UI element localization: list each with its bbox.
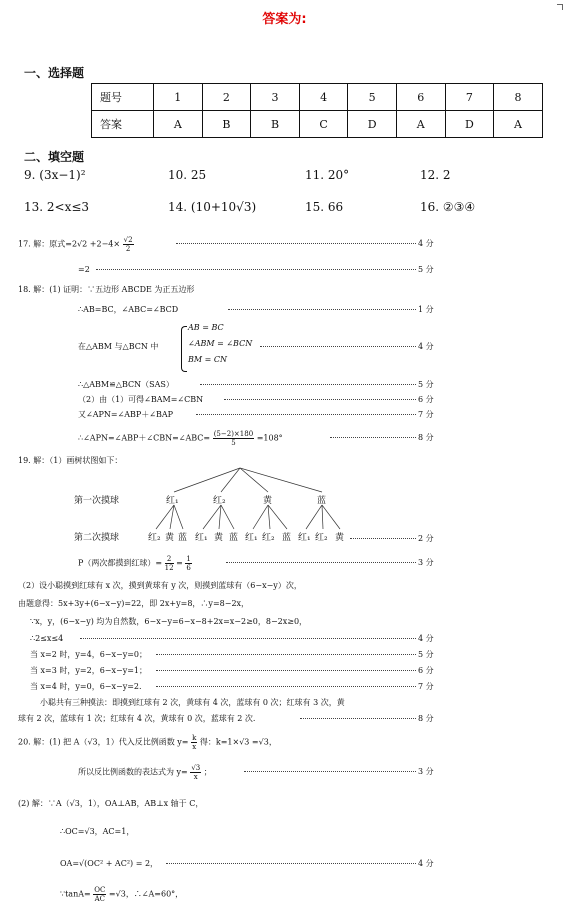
table-number-cell: 2: [202, 84, 251, 111]
q17-expression: 17. 解：原式=2√2 +2−4×: [18, 239, 121, 249]
q19-summary: 小聪共有三种摸法：即摸到红球有 2 次，黄球有 4 次，蓝球有 0 次；红球有 3 次，黄: [40, 698, 345, 707]
fraction-numerator: 2: [165, 555, 174, 564]
tree-leaf: 黄: [335, 533, 345, 543]
tree-leaf: 红₁: [245, 533, 258, 543]
q19-equation: 由题意得：5x+3y+(6−x−y)=22，即 2x+y=8，∴y=8−2x，: [18, 599, 250, 608]
q20-line-5: [0, 856, 569, 872]
tree-leaf: 红₁: [298, 533, 311, 543]
q18-part2: （2）由（1）可得∠BAM=∠CBN: [78, 395, 204, 404]
q20-substitute: 20. 解：(1) 把 A（√3，1）代入反比例函数 y=: [18, 737, 189, 747]
tree-leaf: 蓝: [178, 533, 188, 543]
q18-congruent: ∴△ABM≌△BCN（SAS）: [78, 380, 174, 389]
tree-node: 红₂: [213, 496, 226, 506]
tree-leaf: 红₁: [195, 533, 208, 543]
q20-fraction-root3-x: [190, 764, 201, 781]
score-label: 5 分: [418, 265, 434, 274]
score-label: 6 分: [418, 666, 434, 675]
fill-answer-16: 16. ②③④: [420, 200, 476, 214]
fraction-denominator: x: [192, 743, 197, 751]
dotted-leader: [156, 669, 416, 671]
score-label: 7 分: [418, 682, 434, 691]
score-label: 6 分: [418, 395, 434, 404]
table-number-cell: 5: [348, 84, 397, 111]
q19-line-3: [0, 578, 569, 594]
q19-line-7: [0, 647, 569, 663]
q19-case-2: 当 x=3 时，y=2，6−x−y=1；: [30, 666, 148, 675]
fraction-denominator: 6: [186, 564, 191, 572]
fraction-numerator: OC: [94, 886, 106, 894]
table-answer-cell: B: [251, 111, 300, 138]
table-answer-label: 答案: [92, 111, 154, 138]
fraction-numerator: (5−2)×180: [213, 430, 254, 438]
q19-setup: （2）设小聪摸到红球有 x 次，摸到黄球有 y 次，则摸到蓝球有（6−x−y）次，: [18, 581, 302, 590]
score-label: 2 分: [418, 534, 434, 543]
system-eq-3: BM = CN: [188, 355, 227, 364]
q20-k-result: 得：k=1×√3 =√3，: [199, 737, 277, 747]
q18-in-triangles: 在△ABM 与△BCN 中: [78, 342, 159, 351]
table-number-cell: 7: [445, 84, 494, 111]
tree-leaf: 黄: [165, 533, 175, 543]
q18-conclusion-tail: =108°: [256, 433, 283, 443]
score-label: 3 分: [418, 767, 434, 776]
tree-node: 蓝: [317, 496, 327, 506]
tree-node: 黄: [263, 496, 273, 506]
q18-intro: 18. 解：(1) 证明：∵五边形 ABCDE 为正五边形: [18, 285, 195, 294]
q19-natural-numbers: ∵x，y，(6−x−y) 均为自然数，6−x−y=6−x−8+2x=x−2≥0，8−2x≥0，: [30, 617, 308, 626]
table-answer-cell: A: [494, 111, 543, 138]
table-number-cell: 8: [494, 84, 543, 111]
table-number-cell: 1: [154, 84, 203, 111]
fill-answer-11: 11. 20°: [305, 168, 350, 182]
fill-answer-10: 10. 25: [168, 168, 207, 182]
q20-expression: 所以反比例函数的表达式为 y=: [78, 767, 188, 777]
probability-fraction-1: [165, 555, 174, 572]
q20-line-6: [0, 886, 569, 902]
q18-angle-sum: 又∠APN=∠ABP＋∠BAP: [78, 410, 174, 419]
q19-tree-score-line: [0, 531, 569, 547]
q20-line-4: [0, 824, 569, 840]
tree-row-2-label: 第二次摸球: [74, 533, 120, 543]
tree-leaf: 红₂: [315, 533, 328, 543]
table-number-cell: 6: [396, 84, 445, 111]
tree-leaf: 红₂: [262, 533, 275, 543]
table-header-label: 题号: [92, 84, 154, 111]
fraction-denominator: x: [193, 773, 198, 781]
fill-answer-13: 13. 2<x≤3: [24, 200, 90, 214]
score-label: 4 分: [418, 634, 434, 643]
tree-row-1-label: 第一次摸球: [74, 496, 120, 506]
q19-line-6: [0, 631, 569, 647]
dotted-leader: [80, 637, 416, 639]
dotted-leader: [156, 685, 416, 687]
system-eq-1: AB = BC: [188, 323, 224, 332]
fraction-denominator: 5: [231, 439, 236, 447]
q19-probability-line: [0, 555, 569, 571]
q20-part2: (2) 解：∵A（√3，1），OA⊥AB，AB⊥x 轴于 C，: [18, 799, 204, 808]
dotted-leader: [300, 717, 416, 719]
tree-leaf: 蓝: [229, 533, 239, 543]
fraction-numerator: √3: [191, 764, 201, 772]
fraction-denominator: AC: [94, 895, 106, 903]
q18-conclusion: ∴∠APN=∠ABP＋∠CBN=∠ABC=: [78, 433, 211, 443]
q19-line-11: [0, 711, 569, 727]
fraction-numerator: 1: [186, 555, 191, 563]
fill-answer-12: 12. 2: [420, 168, 451, 182]
section-fill-heading: 二、填空题: [24, 150, 85, 164]
q19-intro: 19. 解：（1）画树状图如下：: [18, 456, 123, 465]
table-answer-cell: B: [202, 111, 251, 138]
system-eq-2: ∠ABM = ∠BCN: [188, 339, 253, 348]
dotted-leader: [350, 537, 416, 539]
q19-line-9: [0, 679, 569, 695]
dotted-leader: [156, 653, 416, 655]
dotted-leader: [166, 862, 416, 864]
score-label: 4 分: [418, 859, 434, 868]
probability-fraction-2: [185, 555, 191, 572]
fraction-numerator: √2: [123, 236, 133, 244]
equals-sign: =: [176, 558, 183, 568]
q19-line-4: [0, 596, 569, 612]
score-label: 8 分: [418, 433, 434, 442]
fill-answer-9: 9. (3x−1)²: [24, 168, 86, 182]
fraction-numerator: k: [192, 734, 197, 742]
fill-answer-14: 14. (10+10√3): [168, 200, 257, 214]
score-label: 7 分: [418, 410, 434, 419]
q20-semicolon: ；: [203, 767, 212, 777]
q20-oc-ac: ∴OC=√3，AC=1，: [60, 827, 135, 836]
section-choice-heading: 一、选择题: [24, 66, 85, 80]
q20-line-2: [0, 764, 569, 780]
q19-case-1: 当 x=2 时，y=4，6−x−y=0；: [30, 650, 148, 659]
q18-step: ∴AB=BC，∠ABC=∠BCD: [78, 305, 179, 314]
table-answer-cell: C: [299, 111, 348, 138]
q19-line-5: [0, 614, 569, 630]
table-number-cell: 3: [251, 84, 300, 111]
q20-tan: ∵tanA=: [60, 889, 91, 899]
page-title: 答案为:: [262, 12, 307, 27]
q20-angle-result: =√3，∴∠A=60°，: [108, 889, 184, 899]
score-label: 5 分: [418, 650, 434, 659]
table-answer-cell: A: [396, 111, 445, 138]
score-label: 3 分: [418, 558, 434, 567]
score-label: 8 分: [418, 714, 434, 723]
score-label: 4 分: [418, 239, 434, 248]
table-answer-cell: D: [348, 111, 397, 138]
tree-leaf: 黄: [214, 533, 224, 543]
tree-node: 红₁: [166, 496, 179, 506]
q19-line-8: [0, 663, 569, 679]
tree-leaf: 蓝: [282, 533, 292, 543]
fill-answer-15: 15. 66: [305, 200, 344, 214]
q20-fraction-oc-ac: [93, 886, 106, 903]
table-answer-cell: A: [154, 111, 203, 138]
dotted-leader: [226, 561, 416, 563]
dotted-leader: [244, 770, 416, 772]
fraction-denominator: 2: [125, 245, 131, 253]
table-number-cell: 4: [299, 84, 348, 111]
q19-case-3: 当 x=4 时，y=0，6−x−y=2.: [30, 682, 142, 691]
q20-oa: OA=√(OC² + AC²) = 2，: [60, 859, 159, 868]
q20-fraction-k-x: [191, 734, 197, 751]
score-label: 5 分: [418, 380, 434, 389]
q19-range: ∴2≤x≤4: [30, 634, 64, 643]
q19-probability: P（两次都摸到红球）=: [78, 558, 163, 568]
score-label: 1 分: [418, 305, 434, 314]
q19-line-10: [0, 695, 569, 711]
table-answer-cell: D: [445, 111, 494, 138]
q20-line-1: [0, 734, 569, 750]
tree-leaf: 红₂: [148, 533, 161, 543]
fraction-denominator: 12: [164, 564, 174, 572]
q17-result: =2: [78, 265, 90, 274]
score-label: 4 分: [418, 342, 434, 351]
q20-line-3: [0, 796, 569, 812]
q19-summary-cont: 球有 2 次，蓝球有 1 次；红球有 4 次，黄球有 0 次，蓝球有 2 次.: [18, 714, 256, 723]
